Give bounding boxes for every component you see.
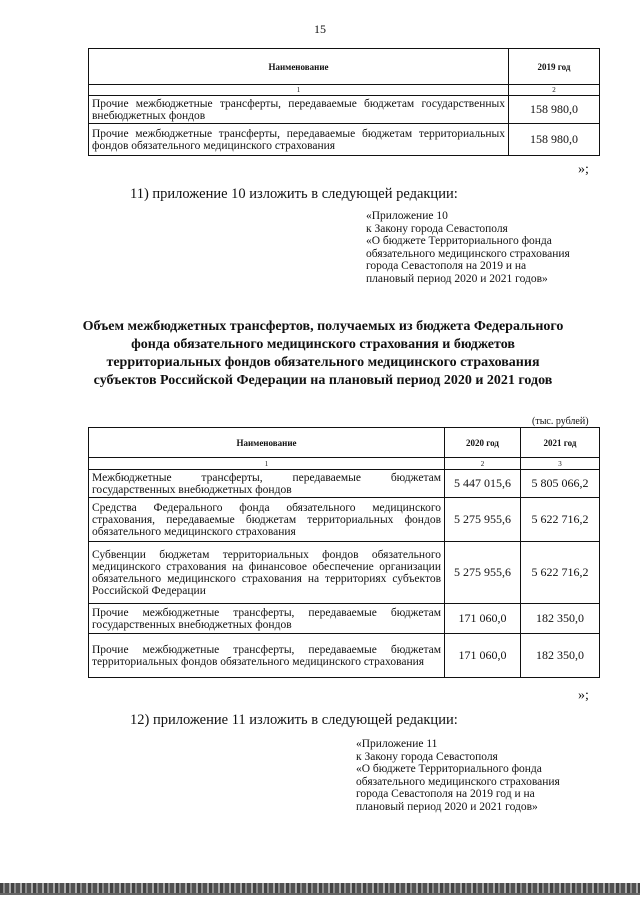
annex-11-reference	[356, 738, 616, 813]
row-value-2019: 158 980,0	[509, 96, 600, 124]
annex-line: «Приложение 10	[366, 210, 448, 222]
page-number: 15	[314, 22, 326, 36]
table-row	[89, 542, 600, 604]
row-value-2021: 5 805 066,2	[521, 470, 600, 498]
row-name: Прочие межбюджетные трансферты, передаваемые бюджетам территориальных фондов обязательного медицинского страхования	[89, 124, 509, 156]
col-number: 2	[445, 458, 521, 470]
row-value-2020: 5 275 955,6	[445, 498, 521, 542]
row-name: Средства Федерального фонда обязательного медицинского страхования, передаваемые бюджетам территориальных фондов обязательного медицинского страхования	[89, 498, 445, 542]
row-value-2021: 182 350,0	[521, 604, 600, 634]
annex-line: города Севастополя на 2019 и на	[366, 260, 527, 272]
annex-line: плановый период 2020 и 2021 годов»	[356, 800, 538, 813]
annex-line: обязательного медицинского страхования	[366, 247, 570, 260]
row-name: Прочие межбюджетные трансферты, передаваемые бюджетам территориальных фондов обязательного медицинского страхования	[89, 634, 445, 678]
annex-line: «О бюджете Территориального фонда	[366, 235, 552, 247]
table-row	[89, 96, 600, 124]
units-label: (тыс. рублей)	[532, 416, 589, 427]
annex-line: к Закону города Севастополя	[366, 222, 508, 235]
table-row	[89, 634, 600, 678]
annex-line: обязательного медицинского страхования	[356, 775, 560, 788]
header-2021: 2021 год	[521, 428, 600, 458]
col-number: 1	[89, 458, 445, 470]
instruction-annex-11: 12) приложение 11 изложить в следующей редакции:	[130, 712, 458, 728]
closing-quote: »;	[578, 162, 589, 177]
instruction-annex-10: 11) приложение 10 изложить в следующей редакции:	[130, 186, 458, 202]
row-name: Субвенции бюджетам территориальных фондов обязательного медицинского страхования на финансовое обеспечение организации обязательного медицинского страхования на территориях субъектов Российской Федерации	[89, 542, 445, 604]
annex-line: плановый период 2020 и 2021 годов»	[366, 272, 548, 285]
row-value-2020: 171 060,0	[445, 604, 521, 634]
col-number: 1	[89, 85, 509, 96]
header-name: Наименование	[89, 428, 445, 458]
header-name: Наименование	[89, 49, 509, 85]
col-number: 2	[509, 85, 600, 96]
annex-line: «Приложение 11	[356, 738, 438, 750]
row-value-2020: 171 060,0	[445, 634, 521, 678]
closing-quote: »;	[578, 688, 589, 703]
row-name: Прочие межбюджетные трансферты, передаваемые бюджетам государственных внебюджетных фондов	[89, 96, 509, 124]
transfers-table-2019	[88, 48, 600, 156]
row-value-2019: 158 980,0	[509, 124, 600, 156]
table-row	[89, 604, 600, 634]
row-value-2021: 5 622 716,2	[521, 542, 600, 604]
transfers-table-2020-2021	[88, 427, 600, 678]
annex-line: к Закону города Севастополя	[356, 750, 498, 763]
row-value-2020: 5 275 955,6	[445, 542, 521, 604]
annex-line: города Севастополя на 2019 год и на	[356, 788, 535, 800]
scan-artifact	[0, 883, 640, 893]
table-row	[89, 470, 600, 498]
row-value-2020: 5 447 015,6	[445, 470, 521, 498]
col-number: 3	[521, 458, 600, 470]
row-value-2021: 5 622 716,2	[521, 498, 600, 542]
row-name: Межбюджетные трансферты, передаваемые бюджетам государственных внебюджетных фондов	[89, 470, 445, 498]
annex-line: «О бюджете Территориального фонда	[356, 763, 542, 775]
scan-artifact-line	[0, 893, 640, 895]
table-row	[89, 498, 600, 542]
annex-10-reference	[366, 210, 616, 285]
table-heading: Объем межбюджетных трансфертов, получаемых из бюджета Федерального фонда обязательного медицинского страхования и бюджетов территориальных фондов обязательного медицинского страхования субъектов Российской Федерации на плановый период 2020 и 2021 годов	[82, 319, 564, 388]
table-row	[89, 124, 600, 156]
header-2019: 2019 год	[509, 49, 600, 85]
row-value-2021: 182 350,0	[521, 634, 600, 678]
row-name: Прочие межбюджетные трансферты, передаваемые бюджетам государственных внебюджетных фондов	[89, 604, 445, 634]
header-2020: 2020 год	[445, 428, 521, 458]
